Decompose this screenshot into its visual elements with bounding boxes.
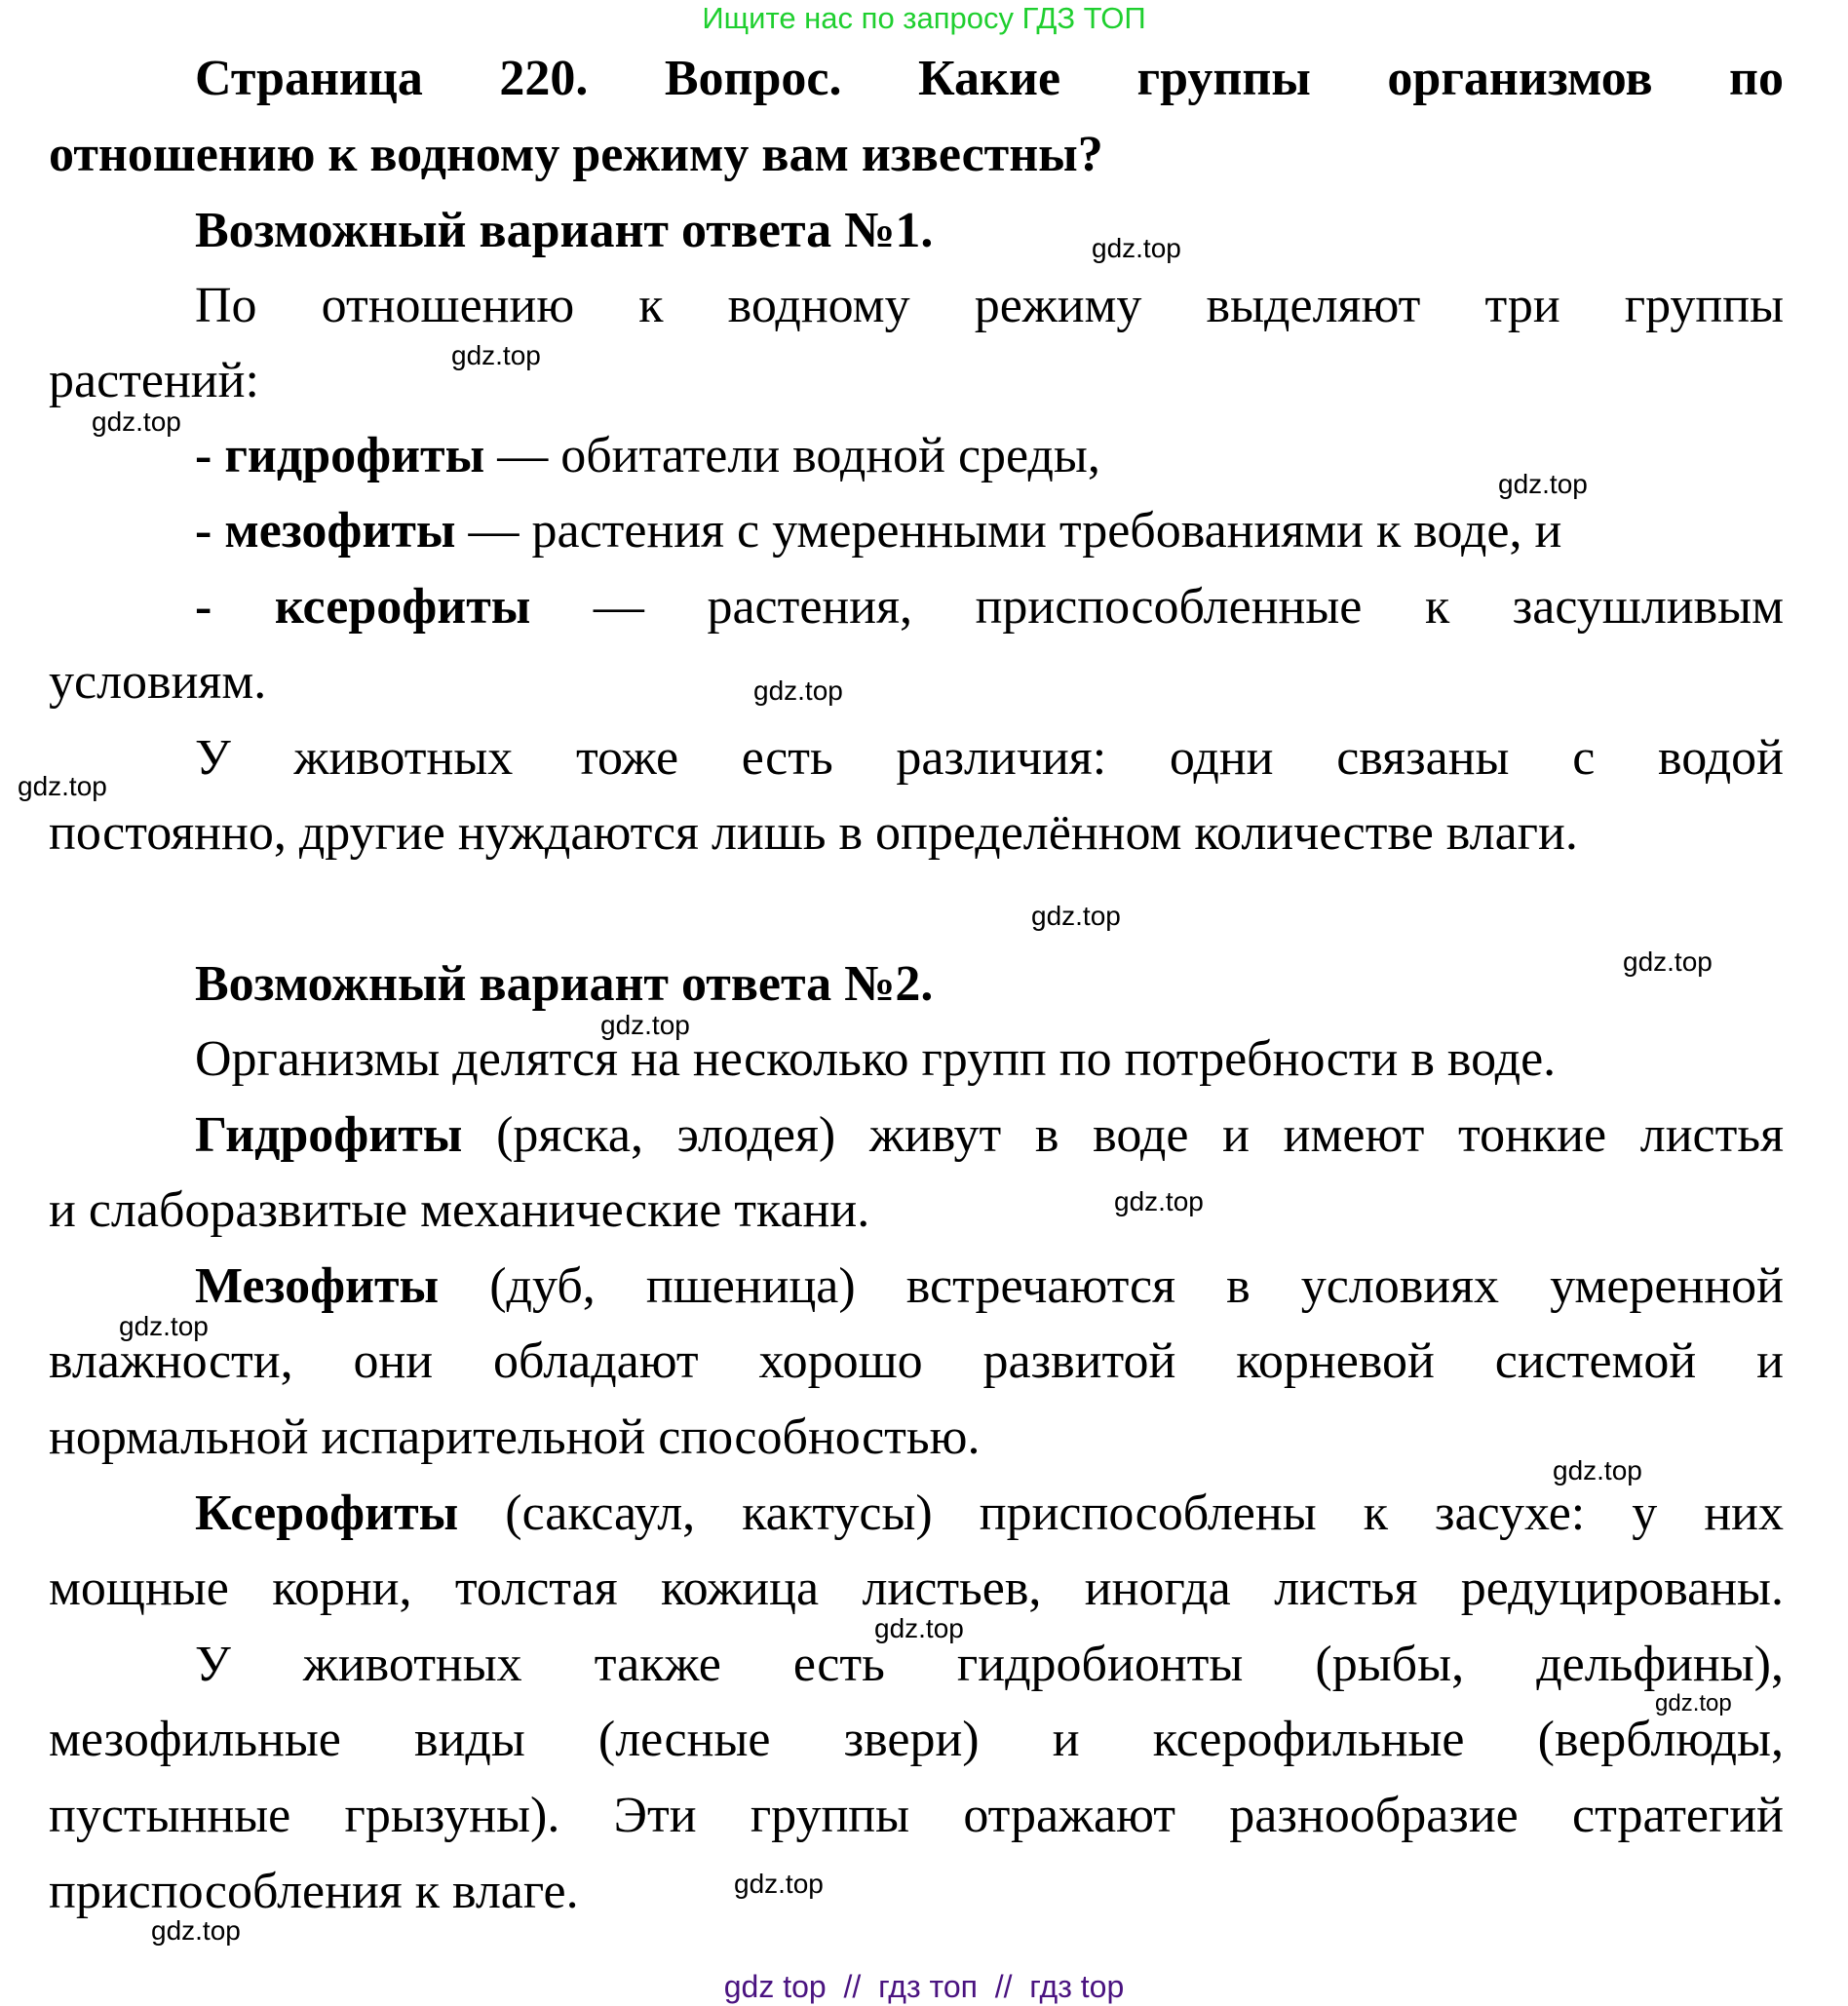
answer1-item-mesophytes [195,493,1784,569]
watermark: gdz.top [1498,469,1588,499]
watermark: gdz.top [1655,1690,1732,1717]
footer-links[interactable]: gdz top // гдз топ // гдз top [723,1969,1125,2004]
answer2-heading: Возможный вариант ответа №2. [195,956,934,1012]
answer1-item-xerophytes-cont: условиям. [49,654,267,710]
watermark: gdz.top [874,1613,964,1643]
answer2-meso-line3: нормальной испарительной способностью. [49,1409,981,1465]
question-title-line-1: Страница 220. Вопрос. Какие группы организмов по [195,51,1784,106]
watermark: gdz.top [18,771,107,801]
watermark: gdz.top [151,1915,241,1946]
watermark: gdz.top [753,675,843,706]
watermark: gdz.top [600,1010,690,1040]
answer2-animals-line2: мезофильные виды (лесные звери) и ксерофильные (верблюды, [49,1712,1784,1767]
answer1-p2-line2: постоянно, другие нуждаются лишь в определённом количестве влаги. [49,805,1578,861]
answer1-item-xerophytes [195,569,1784,645]
answer2-meso-line2: влажности, они обладают хорошо развитой корневой системой и [49,1333,1784,1389]
watermark: gdz.top [734,1869,824,1899]
answer1-p1-line2: растений: [49,353,259,408]
watermark: gdz.top [92,406,181,437]
term: - мезофиты [195,503,456,559]
text: (саксаул, кактусы) приспособлены к засухе: у них [458,1485,1784,1541]
question-title-line-2: отношению к водному режиму вам известны? [49,127,1103,182]
watermark: gdz.top [451,340,541,370]
answer2-hydro-line2: и слаборазвитые механические ткани. [49,1182,870,1238]
answer2-animals-line3: пустынные грызуны). Эти группы отражают разнообразие стратегий [49,1788,1784,1843]
text: (ряска, элодея) живут в воде и имеют тонкие листья [462,1107,1784,1163]
answer1-p2-line1: У животных тоже есть различия: одни связаны с водой [195,730,1784,786]
answer1-p1-line1: По отношению к водному режиму выделяют три группы [195,278,1784,333]
desc: — растения с умеренными требованиями к воде, и [455,503,1562,559]
watermark: gdz.top [1031,901,1121,931]
answer2-meso-line1 [195,1249,1784,1325]
term: - гидрофиты [195,428,485,483]
term: Гидрофиты [195,1107,463,1163]
answer2-animals-line4: приспособления к влаге. [49,1864,579,1919]
watermark: gdz.top [119,1311,209,1341]
watermark: gdz.top [1553,1455,1642,1485]
answer2-hydro-line1 [195,1098,1784,1174]
answer2-xero-line1 [195,1476,1784,1552]
term: Ксерофиты [195,1485,459,1541]
desc: — обитатели водной среды, [484,428,1100,483]
search-banner[interactable]: Ищите нас по запросу ГДЗ ТОП [702,1,1146,35]
watermark: gdz.top [1114,1186,1204,1216]
answer2-animals-line1: У животных также есть гидробионты (рыбы, дельфины), [195,1637,1784,1692]
desc: — растения, приспособленные к засушливым [530,579,1784,635]
watermark: gdz.top [1092,233,1181,263]
watermark: gdz.top [1623,946,1713,977]
term: Мезофиты [195,1258,440,1314]
answer2-intro: Организмы делятся на несколько групп по потребности в воде. [195,1031,1557,1087]
answer2-xero-line2: мощные корни, толстая кожица листьев, иногда листья редуцированы. [49,1561,1784,1616]
answer1-heading: Возможный вариант ответа №1. [195,203,934,258]
term: - ксерофиты [195,579,531,635]
text: (дуб, пшеница) встречаются в условиях умеренной [439,1258,1784,1314]
